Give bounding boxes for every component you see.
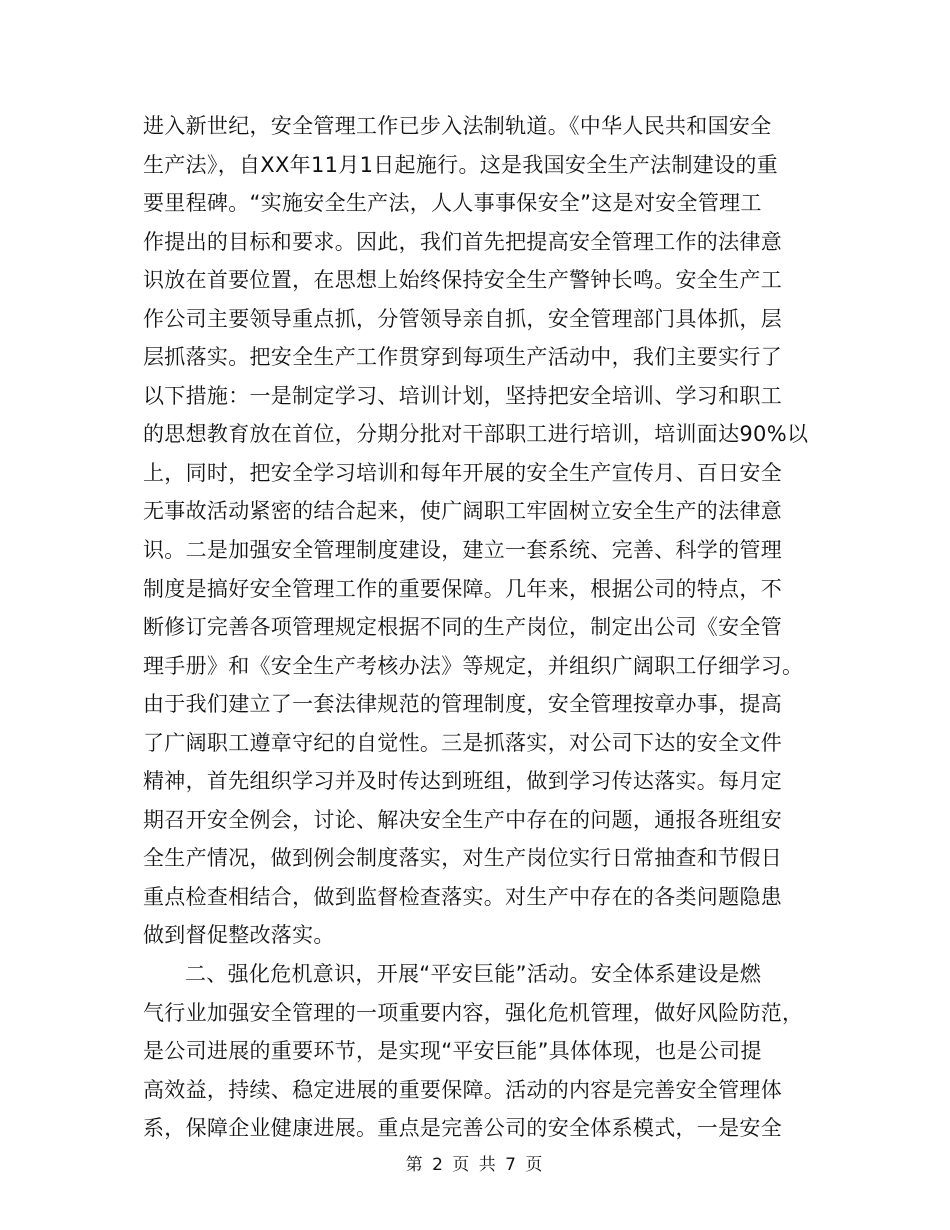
body-text <box>143 107 813 1148</box>
text-line: 要里程碑。“实施安全生产法，人人事事保安全”这是对安全管理工 <box>143 191 762 216</box>
text-line: 做到督促整改落实。 <box>143 923 335 948</box>
text-line: 重点检查相结合，做到监督检查落实。对生产中存在的各类问题隐患 <box>143 884 782 909</box>
text-line: 作提出的目标和要求。因此，我们首先把提高安全管理工作的法律意 <box>143 229 782 254</box>
page-number-footer: 第 2 页 共 7 页 <box>405 1155 545 1175</box>
text-line: 断修订完善各项管理规定根据不同的生产岗位，制定出公司《安全管 <box>143 615 782 640</box>
text-line: 生产法》，自XX年11月1日起施行。这是我国安全生产法制建设的重 <box>143 152 778 177</box>
text-line: 制度是搞好安全管理工作的重要保障。几年来，根据公司的特点，不 <box>143 576 782 601</box>
text-line: 系，保障企业健康进展。重点是完善公司的安全体系模式，一是安全 <box>143 1116 782 1141</box>
text-line: 全生产情况，做到例会制度落实，对生产岗位实行日常抽查和节假日 <box>143 846 782 871</box>
paragraph-start-line: 二、强化危机意识，开展“平安巨能”活动。安全体系建设是燃 <box>185 962 762 987</box>
text-line: 识。二是加强安全管理制度建设，建立一套系统、完善、科学的管理 <box>143 538 782 563</box>
text-line: 以下措施：一是制定学习、培训计划，坚持把安全培训、学习和职工 <box>143 383 782 408</box>
text-line: 高效益，持续、稳定进展的重要保障。活动的内容是完善安全管理体 <box>143 1077 782 1102</box>
text-line: 了广阔职工遵章守纪的自觉性。三是抓落实，对公司下达的安全文件 <box>143 730 782 755</box>
text-line: 理手册》和《安全生产考核办法》等规定，并组织广阔职工仔细学习。 <box>143 653 804 678</box>
text-line: 无事故活动紧密的结合起来，使广阔职工牢固树立安全生产的法律意 <box>143 499 782 524</box>
text-line: 进入新世纪，安全管理工作已步入法制轨道。《中华人民共和国安全 <box>143 114 772 138</box>
text-line: 识放在首要位置，在思想上始终保持安全生产警钟长鸣。安全生产工 <box>143 268 782 293</box>
text-line: 作公司主要领导重点抓，分管领导亲自抓，安全管理部门具体抓，层 <box>143 306 782 331</box>
text-line: 的思想教育放在首位，分期分批对干部职工进行培训，培训面达90%以 <box>143 422 809 447</box>
text-line: 层抓落实。把安全生产工作贯穿到每项生产活动中，我们主要实行了 <box>143 345 782 370</box>
text-line: 精神，首先组织学习并及时传达到班组，做到学习传达落实。每月定 <box>143 769 782 794</box>
text-line: 是公司进展的重要环节，是实现“平安巨能”具体体现，也是公司提 <box>143 1039 762 1064</box>
text-line: 上，同时，把安全学习培训和每年开展的安全生产宣传月、百日安全 <box>143 460 782 485</box>
text-line: 期召开安全例会，讨论、解决安全生产中存在的问题，通报各班组安 <box>143 807 782 832</box>
text-line: 气行业加强安全管理的一项重要内容，强化危机管理，做好风险防范， <box>143 1000 804 1025</box>
text-line: 由于我们建立了一套法律规范的管理制度，安全管理按章办事，提高 <box>143 692 782 717</box>
